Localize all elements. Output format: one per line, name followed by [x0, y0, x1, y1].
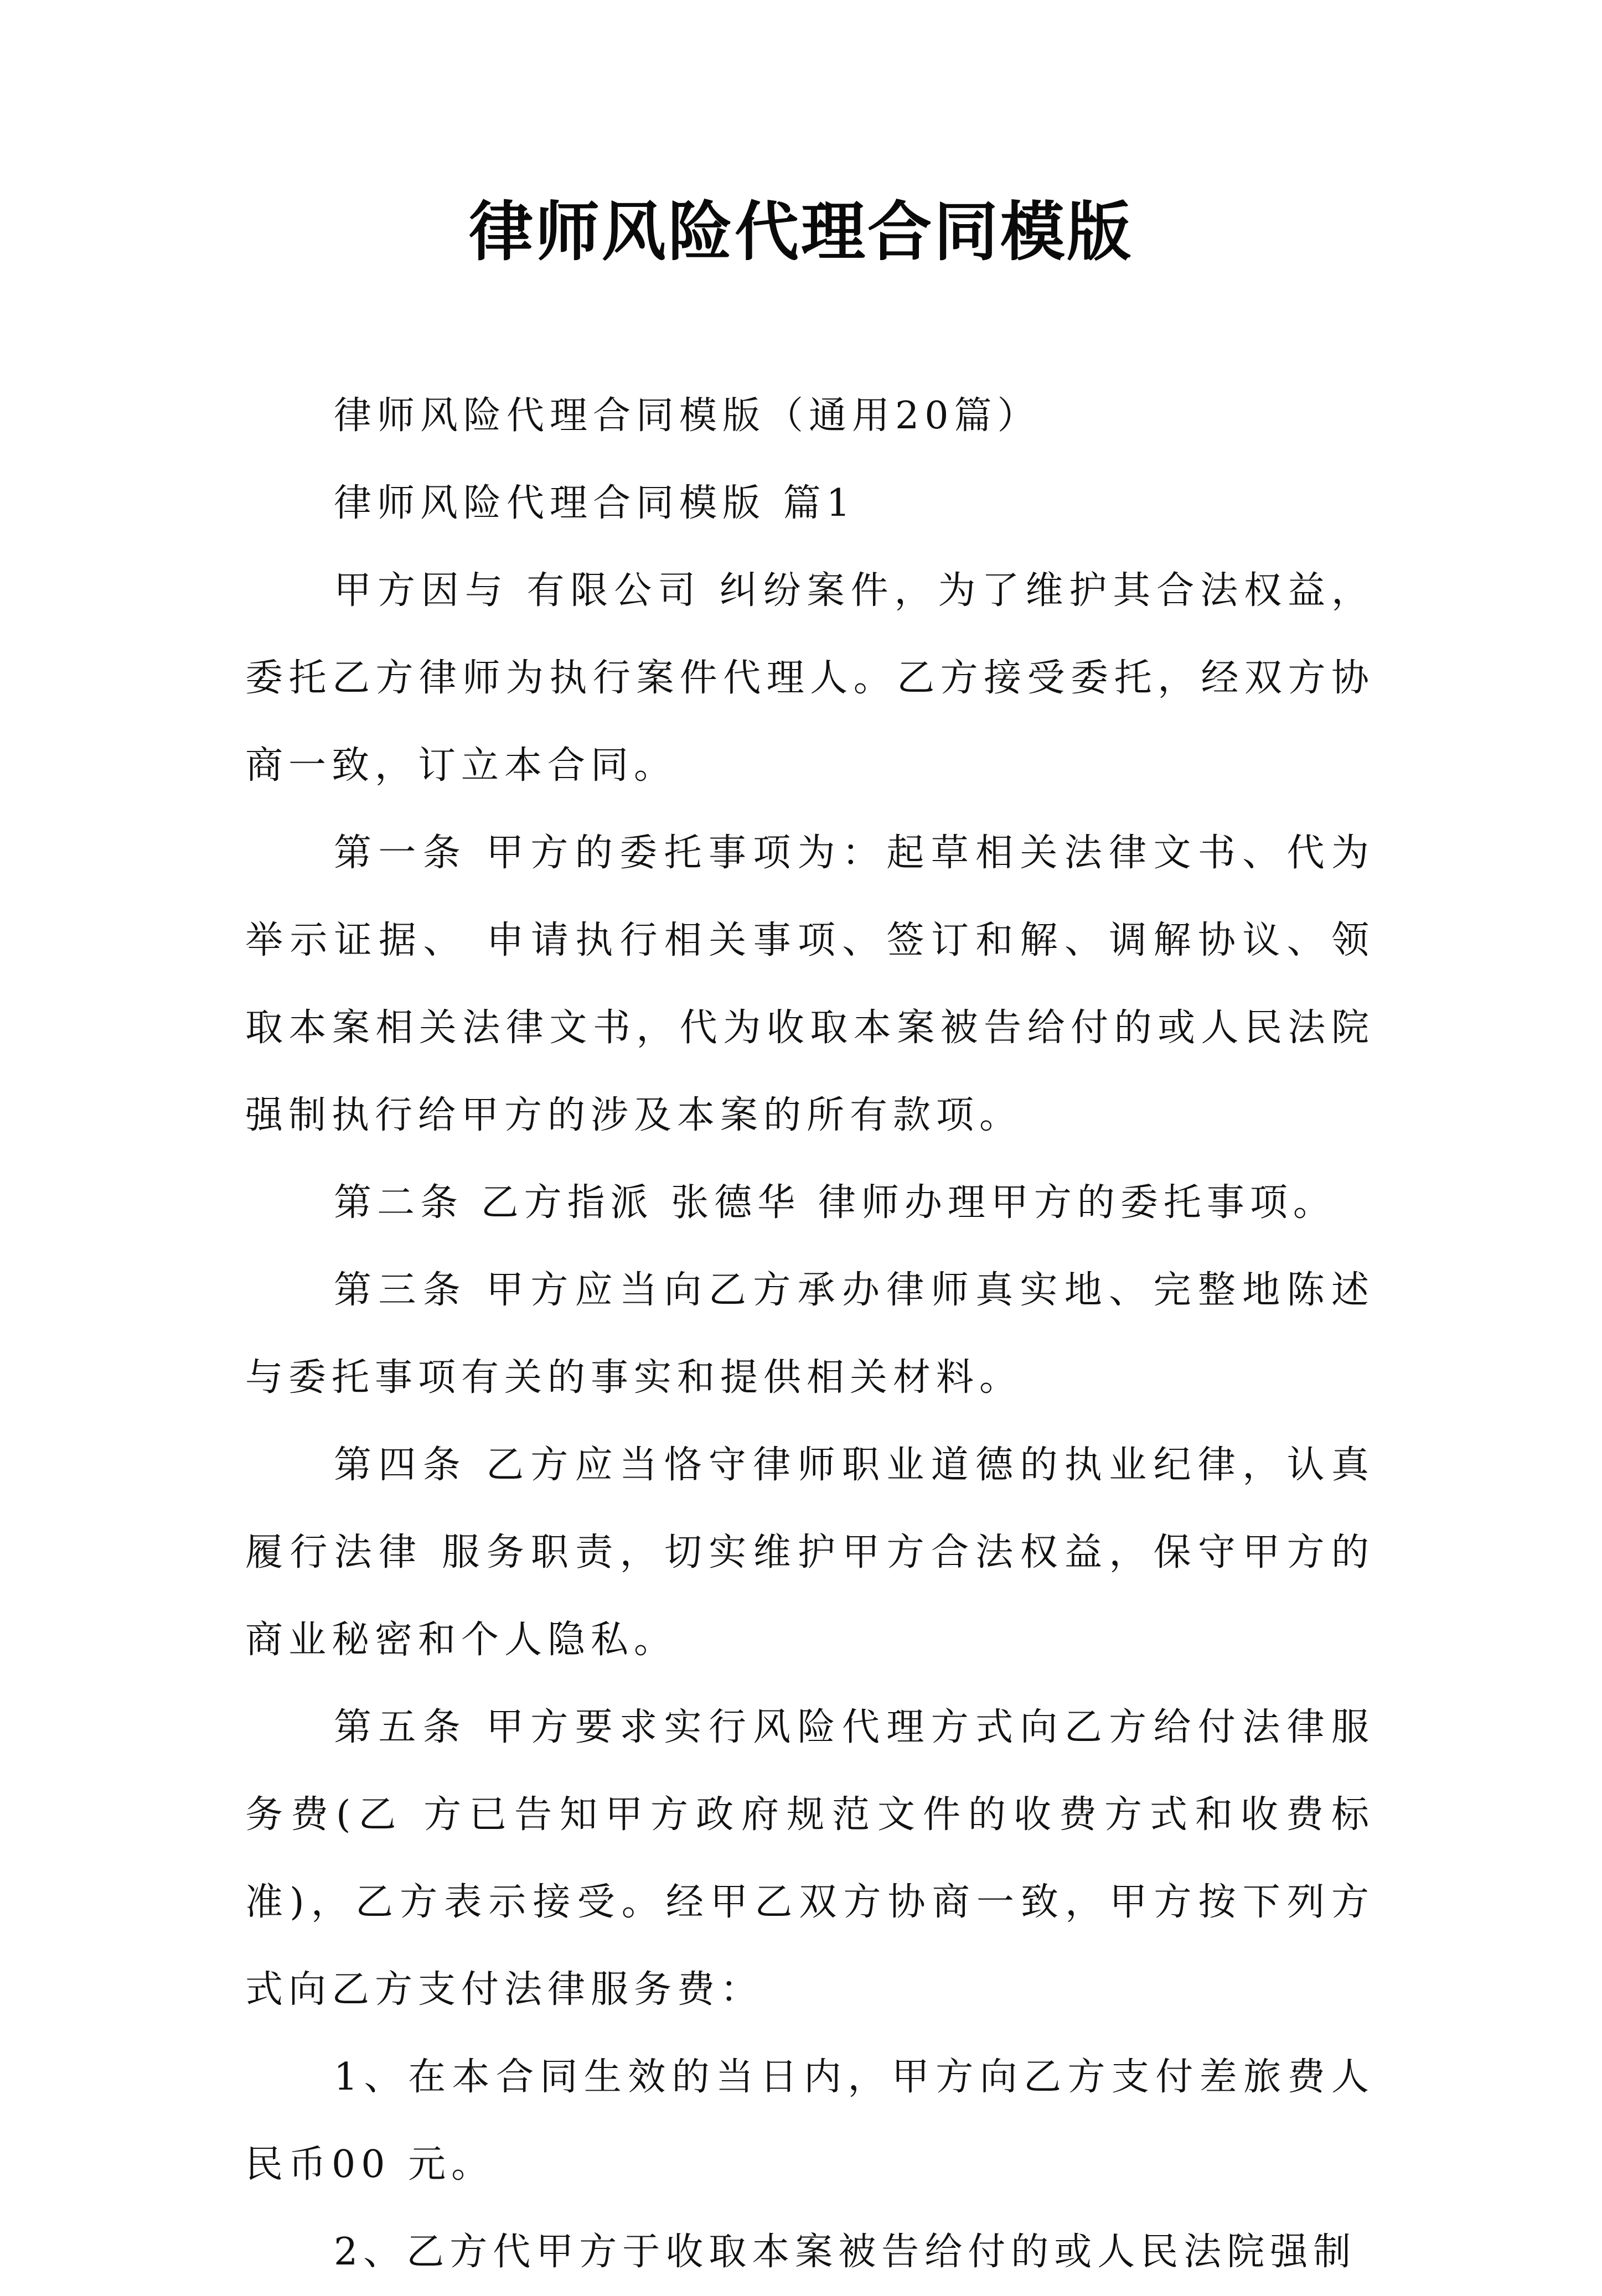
document-subtitle: 律师风险代理合同模版（通用20篇） [334, 394, 1041, 438]
section-heading: 律师风险代理合同模版 篇1 [334, 481, 856, 525]
paragraph-article-3: 第三条 甲方应当向乙方承办律师真实地、完整地陈述与委托事项有关的事实和提供相关材料。 [245, 1268, 1374, 1400]
paragraph-article-4: 第四条 乙方应当恪守律师职业道德的执业纪律，认真履行法律 服务职责，切实维护甲方合法权益，保守甲方的商业秘密和个人隐私。 [245, 1443, 1374, 1662]
paragraph-payment-2: 2、乙方代甲方于收取本案被告给付的或人民法院强制 [334, 2230, 1357, 2274]
document-title: 律师风险代理合同模版 [469, 195, 1133, 269]
paragraph-article-5: 第五条 甲方要求实行风险代理方式向乙方给付法律服务费(乙 方已告知甲方政府规范文件的收费方式和收费标准)，乙方表示接受。经甲乙双方协商一致，甲方按下列方式向乙方支付法律服务费： [245, 1706, 1374, 2012]
document-body [245, 372, 1374, 2296]
paragraph-article-1: 第一条 甲方的委托事项为：起草相关法律文书、代为举示证据、 申请执行相关事项、签订和解、调解协议、领取本案相关法律文书，代为收取本案被告给付的或人民法院强制执行给甲方的涉及本案的所有款项。 [245, 831, 1374, 1137]
paragraph-payment-1: 1、在本合同生效的当日内，甲方向乙方支付差旅费人民币00 元。 [245, 2055, 1374, 2186]
paragraph-article-2: 第二条 乙方指派 张德华 律师办理甲方的委托事项。 [334, 1181, 1336, 1225]
paragraph-intro: 甲方因与 有限公司 纠纷案件，为了维护其合法权益，委托乙方律师为执行案件代理人。乙方接受委托，经双方协商一致，订立本合同。 [245, 569, 1374, 787]
